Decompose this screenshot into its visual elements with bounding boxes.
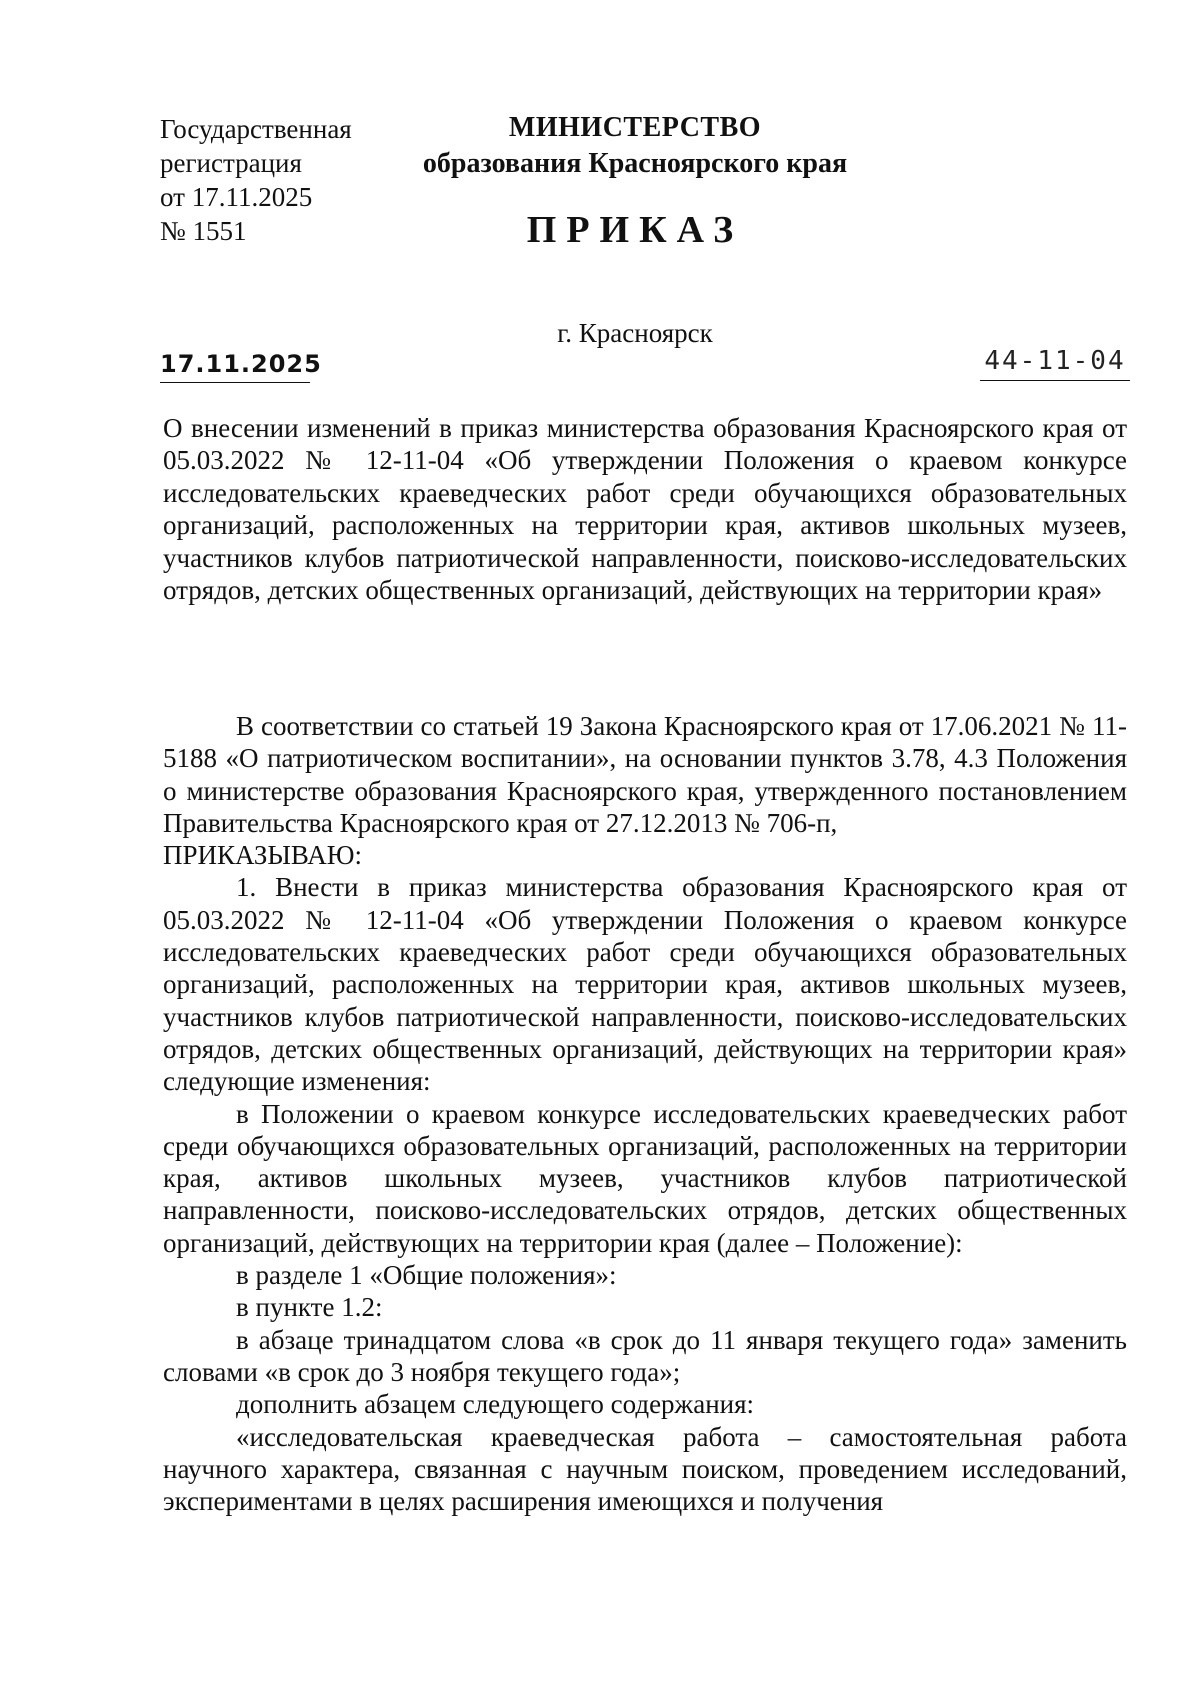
document-type-title: ПРИКАЗ [526, 209, 744, 251]
ministry-title: МИНИСТЕРСТВО [508, 112, 762, 143]
registration-line: регистрация [160, 148, 302, 178]
body-paragraph: в разделе 1 «Общие положения»: [236, 1260, 617, 1291]
ministry-subtitle: образования Красноярского края [422, 148, 848, 179]
body-paragraph: 1. Внести в приказ министерства образования Красноярского края от 05.03.2022 № 12-11-04 «Об утверждении Положения о краевом конкурсе исследовательских краеведческих работ среди обучающихся образовательных организаций, расположенных на территории края, активов школьных музеев, участников клубов патриотической направленности, поисково-исследовательских отрядов, детских общественных организаций, действующих на территории края» следующие изменения: [163, 872, 1127, 1097]
city-label: г. Красноярск [557, 318, 713, 348]
body-paragraph: в пункте 1.2: [236, 1292, 383, 1323]
order-directive: ПРИКАЗЫВАЮ: [163, 840, 362, 871]
body-paragraph: дополнить абзацем следующего содержания: [236, 1389, 755, 1420]
order-number-handwritten: 44-11-04 [980, 346, 1130, 381]
ministry-header [400, 110, 870, 182]
registration-date: от 17.11.2025 [160, 182, 313, 212]
document-body [163, 710, 1127, 1517]
registration-line: Государственная [160, 114, 352, 144]
body-paragraph: в абзаце тринадцатом слова «в срок до 11 января текущего года» заменить словами «в срок до 3 ноября текущего года»; [163, 1324, 1127, 1387]
document-subject: О внесении изменений в приказ министерства образования Красноярского края от 05.03.2022 № 12-11-04 «Об утверждении Положения о краевом конкурсе исследовательских краеведческих работ среди обучающихся образовательных организаций, расположенных на территории края, активов школьных музеев, участников клубов патриотической направленности, поисково-исследовательских отрядов, детских общественных организаций, действующих на территории края» [163, 413, 1127, 606]
body-paragraph: в Положении о краевом конкурсе исследовательских краеведческих работ среди обучающихся образовательных организаций, расположенных на территории края, активов школьных музеев, участников клубов патриотической направленности, поисково-исследовательских отрядов, детских общественных организаций, действующих на территории края (далее – Положение): [163, 1098, 1127, 1258]
registration-number: № 1551 [160, 216, 247, 246]
registration-block [160, 112, 352, 248]
body-paragraph: В соответствии со статьей 19 Закона Красноярского края от 17.06.2021 № 11-5188 «О патриотическом воспитании», на основании пунктов 3.78, 4.3 Положения о министерстве образования Красноярского края, утвержденного постановлением Правительства Красноярского края от 27.12.2013 № 706-п, [163, 711, 1127, 838]
order-date-stamp: 17.11.2025 [160, 350, 310, 383]
body-paragraph: «исследовательская краеведческая работа – самостоятельная работа научного характера, связанная с научным поиском, проведением исследований, экспериментами в целях расширения имеющихся и получения [163, 1421, 1127, 1517]
